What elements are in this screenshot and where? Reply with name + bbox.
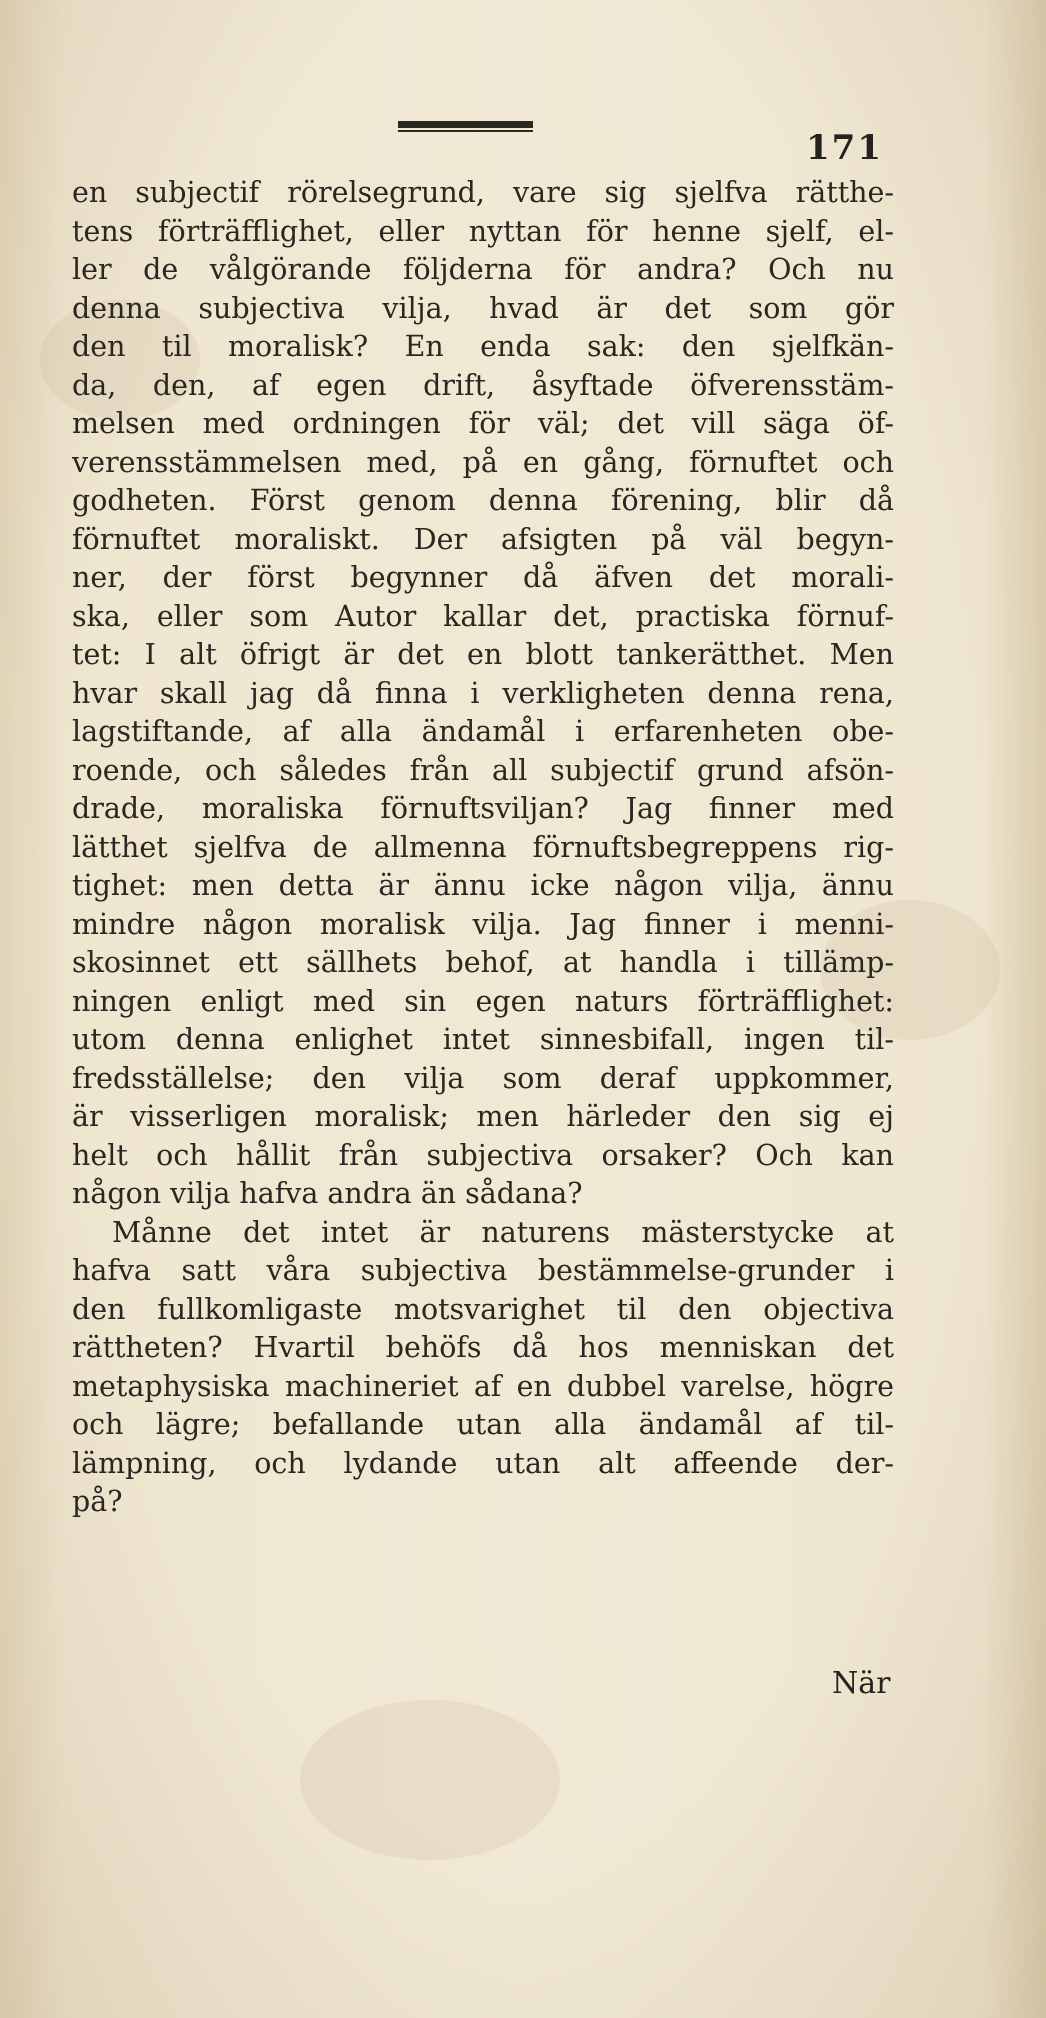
text-line: tighet: men detta är ännu icke någon vilja, ännu	[72, 869, 894, 902]
header-rule	[398, 118, 533, 134]
text-line: den til moralisk? En enda sak: den sjelfkän-	[72, 330, 894, 363]
text-line: verensstämmelsen med, på en gång, förnuftet och	[72, 445, 894, 479]
text-line: förnuftet moraliskt. Der afsigten på väl begyn-	[72, 522, 894, 556]
text-line: melsen med ordningen för väl; det vill säga öf-	[72, 407, 894, 440]
text-line: hvar skall jag då finna i verkligheten denna rena,	[72, 676, 894, 710]
text-line: skosinnet ett sällhets behof, at handla i tillämp-	[72, 946, 894, 979]
text-line: godheten. Först genom denna förening, blir då	[72, 484, 894, 517]
text-line: lämpning, och lydande utan alt affeende der-	[72, 1446, 894, 1480]
catchword: När	[832, 1666, 891, 1701]
text-line: tet: I alt öfrigt är det en blott tankerätthet. Men	[72, 638, 894, 671]
text-line: på?	[72, 1485, 123, 1518]
text-line: drade, moraliska förnuftsviljan? Jag finner med	[72, 792, 894, 825]
text-line: utom denna enlighet intet sinnesbifall, ingen til-	[72, 1023, 894, 1056]
text-line: är visserligen moralisk; men härleder den sig ej	[72, 1100, 894, 1133]
paper-stain	[300, 1700, 560, 1860]
text-line: metaphysiska machineriet af en dubbel varelse, högre	[72, 1369, 894, 1403]
text-line: ner, der först begynner då äfven det morali-	[72, 561, 894, 594]
text-line: da, den, af egen drift, åsyftade öfverensstäm-	[72, 368, 894, 402]
text-line: roende, och således från all subjectif grund afsön-	[72, 753, 894, 787]
text-line: ska, eller som Autor kallar det, practiska förnuf-	[72, 599, 894, 633]
text-line: Månne det intet är naturens mästerstycke at	[112, 1215, 894, 1249]
text-line: fredsställelse; den vilja som deraf uppkommer,	[72, 1061, 894, 1095]
text-line: tens förträfflighet, eller nyttan för henne sjelf, el-	[72, 214, 894, 248]
text-line: hafva satt våra subjectiva bestämmelse-grunder i	[72, 1254, 894, 1287]
text-line: denna subjectiva vilja, hvad är det som gör	[72, 291, 894, 325]
text-line: ningen enligt med sin egen naturs förträfflighet:	[72, 984, 894, 1018]
text-line: och lägre; befallande utan alla ändamål af til-	[72, 1408, 894, 1441]
text-line: den fullkomligaste motsvarighet til den objectiva	[72, 1292, 894, 1326]
text-line: helt och hållit från subjectiva orsaker? Och kan	[72, 1138, 894, 1172]
body-text	[72, 174, 894, 1522]
text-line: lagstiftande, af alla ändamål i erfarenheten obe-	[72, 715, 894, 748]
text-line: lätthet sjelfva de allmenna förnuftsbegreppens rig-	[72, 830, 894, 864]
text-line: en subjectif rörelsegrund, vare sig sjelfva rätthe-	[72, 176, 894, 209]
text-line: rättheten? Hvartil behöfs då hos menniskan det	[72, 1331, 894, 1364]
text-line: mindre någon moralisk vilja. Jag finner i menni-	[72, 907, 894, 941]
page-number: 171	[806, 128, 883, 168]
text-line: ler de vålgörande följderna för andra? Och nu	[72, 253, 894, 286]
text-line: någon vilja hafva andra än sådana?	[72, 1177, 583, 1210]
